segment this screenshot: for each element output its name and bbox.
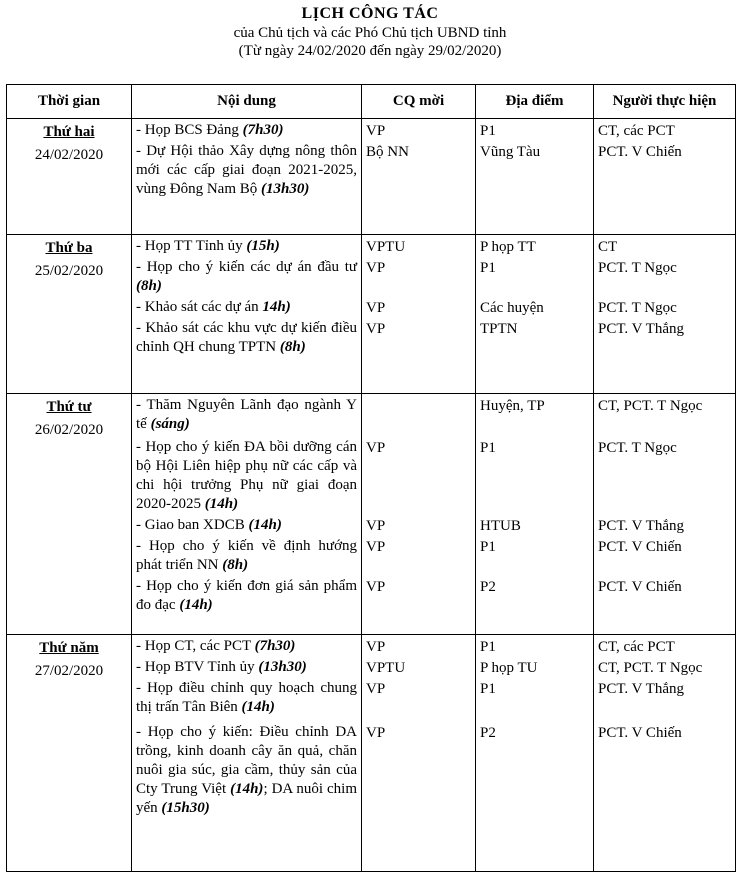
schedule-item: [136, 516, 357, 535]
cell-host: [362, 394, 476, 635]
item-time: (7h30): [242, 122, 284, 138]
item-person: PCT. V Thắng: [598, 320, 684, 337]
item-place: P1: [480, 122, 496, 139]
item-time: (14h): [241, 699, 275, 715]
item-host: VPTU: [366, 659, 406, 676]
item-person: CT, các PCT: [598, 638, 675, 655]
cell-host: [362, 235, 476, 394]
document-header: [0, 0, 740, 60]
cell-person: [594, 235, 736, 394]
col-header-person: Người thực hiện: [594, 85, 736, 119]
cell-content: [132, 394, 362, 635]
document-subtitle: của Chủ tịch và các Phó Chủ tịch UBND tỉnh: [233, 25, 507, 41]
item-text: - Họp BTV Tỉnh ủy: [136, 659, 259, 675]
item-person: PCT. V Chiến: [598, 724, 682, 741]
table-row: [7, 635, 736, 872]
schedule-item: [136, 396, 357, 434]
item-time: (15h): [246, 238, 280, 254]
day-cell: [7, 635, 132, 872]
item-person: CT, các PCT: [598, 122, 675, 139]
item-time: (8h): [136, 278, 162, 294]
item-text: - Khảo sát các dự án: [136, 299, 263, 315]
item-time: (13h30): [261, 181, 310, 197]
item-person: CT, PCT. T Ngọc: [598, 659, 703, 676]
item-text: - Họp cho ý kiến đơn giá sản phẩm đo đạc: [136, 578, 357, 613]
cell-place: [476, 119, 594, 235]
schedule-item: [136, 723, 357, 818]
cell-host: [362, 119, 476, 235]
item-place: P họp TU: [480, 659, 538, 676]
item-time-2: (15h30): [161, 800, 210, 816]
day-cell: [7, 235, 132, 394]
item-text: - Dự Hội thảo Xây dựng nông thôn mới các cấp giai đoạn 2021-2025, vùng Đông Nam Bộ: [136, 143, 357, 197]
col-header-content: Nội dung: [132, 85, 362, 119]
table-row: [7, 119, 736, 235]
item-time: (13h30): [258, 659, 307, 675]
item-place: P1: [480, 439, 496, 456]
schedule-item: [136, 258, 357, 296]
day-name: Thứ ba: [45, 240, 93, 256]
item-host: VP: [366, 724, 386, 741]
col-header-place: Địa điểm: [476, 85, 594, 119]
item-text: - Họp cho ý kiến các dự án đầu tư: [136, 259, 357, 275]
item-place: P họp TT: [480, 238, 536, 255]
item-host: VP: [366, 439, 386, 456]
schedule-item: [136, 121, 357, 140]
item-text: - Giao ban XDCB: [136, 517, 249, 533]
item-place: HTUB: [480, 517, 521, 534]
day-name: Thứ năm: [39, 640, 99, 656]
item-text: - Họp điều chỉnh quy hoạch chung thị trấn Tân Biên: [136, 680, 357, 715]
schedule-item: [136, 142, 357, 199]
item-text: - Họp cho ý kiến ĐA bồi dưỡng cán bộ Hội Liên hiệp phụ nữ các cấp và chi hội trưởng Phụ nữ giai đoạn 2020-2025: [136, 439, 357, 512]
item-host: Bộ NN: [366, 143, 409, 160]
item-person: PCT. T Ngọc: [598, 439, 677, 456]
day-date: 26/02/2020: [34, 422, 104, 438]
cell-place: [476, 635, 594, 872]
document-title: LỊCH CÔNG TÁC: [301, 5, 439, 22]
schedule-item: [136, 237, 357, 256]
cell-content: [132, 635, 362, 872]
item-host: VPTU: [366, 238, 406, 255]
item-place: P2: [480, 578, 496, 595]
table-header-row: [7, 85, 736, 119]
schedule-item: [136, 637, 357, 656]
item-person: PCT. V Chiến: [598, 538, 682, 555]
schedule-item: [136, 319, 357, 357]
day-cell: [7, 119, 132, 235]
day-name: Thứ hai: [43, 124, 95, 140]
item-time: (7h30): [254, 638, 296, 654]
item-person: PCT. T Ngọc: [598, 259, 677, 276]
item-host: VP: [366, 299, 386, 316]
item-host: VP: [366, 680, 386, 697]
table-row: [7, 235, 736, 394]
item-text-2: ; DA nuôi chim yến: [136, 781, 358, 816]
item-host: VP: [366, 320, 386, 337]
cell-content: [132, 235, 362, 394]
item-time: (14h): [230, 781, 264, 797]
cell-place: [476, 235, 594, 394]
item-place: TPTN: [480, 320, 518, 337]
item-place: Các huyện: [480, 299, 544, 316]
item-place: P1: [480, 538, 496, 555]
item-text: - Họp CT, các PCT: [136, 638, 255, 654]
day-date: 27/02/2020: [34, 663, 104, 679]
day-date: 25/02/2020: [34, 263, 104, 279]
table-row: [7, 394, 736, 635]
schedule-item: [136, 658, 357, 677]
schedule-item: [136, 679, 357, 717]
item-time: (14h): [204, 496, 239, 512]
item-time: (8h): [279, 339, 306, 355]
cell-person: [594, 119, 736, 235]
schedule-item: [136, 577, 357, 615]
item-host: VP: [366, 122, 386, 139]
item-time: 14h): [262, 299, 291, 315]
item-time: (14h): [248, 517, 282, 533]
item-text: - Họp cho ý kiến: Điều chỉnh DA trồng, kinh doanh cây ăn quả, chăn nuôi gia súc, gia cầm, thủy sản của Cty Trung Việt: [136, 724, 357, 797]
item-host: VP: [366, 259, 386, 276]
item-person: PCT. V Chiến: [598, 578, 682, 595]
schedule-table: [6, 84, 736, 872]
item-text: - Họp BCS Đảng: [136, 122, 243, 138]
item-person: PCT. V Chiến: [598, 143, 682, 160]
day-cell: [7, 394, 132, 635]
item-person: CT, PCT. T Ngọc: [598, 397, 703, 414]
item-person: PCT. T Ngọc: [598, 299, 677, 316]
item-time: (14h): [179, 597, 213, 613]
item-time: (8h): [222, 557, 249, 573]
item-host: VP: [366, 538, 386, 555]
item-place: Vũng Tàu: [480, 143, 541, 160]
cell-place: [476, 394, 594, 635]
item-text: - Họp TT Tỉnh ủy: [136, 238, 247, 254]
item-text: - Họp cho ý kiến về định hướng phát triển NN: [136, 538, 357, 573]
item-person: CT: [598, 238, 618, 255]
schedule-body: [7, 119, 736, 872]
item-place: P1: [480, 680, 496, 697]
item-person: PCT. V Thắng: [598, 680, 684, 697]
cell-host: [362, 635, 476, 872]
schedule-item: [136, 298, 357, 317]
item-text: - Khảo sát các khu vực dự kiến điều chỉnh QH chung TPTN: [136, 320, 357, 355]
item-host: VP: [366, 578, 386, 595]
cell-content: [132, 119, 362, 235]
schedule-item: [136, 537, 357, 575]
document-date-range: (Từ ngày 24/02/2020 đến ngày 29/02/2020): [238, 43, 502, 59]
schedule-item: [136, 438, 357, 514]
item-time: (sáng): [150, 416, 190, 432]
day-date: 24/02/2020: [34, 147, 104, 163]
item-place: Huyện, TP: [480, 397, 545, 414]
item-host: VP: [366, 517, 386, 534]
day-name: Thứ tư: [46, 399, 92, 415]
item-place: P2: [480, 724, 496, 741]
item-person: PCT. V Thắng: [598, 517, 684, 534]
item-place: P1: [480, 259, 496, 276]
cell-person: [594, 635, 736, 872]
item-host: VP: [366, 638, 386, 655]
col-header-host: CQ mời: [362, 85, 476, 119]
cell-person: [594, 394, 736, 635]
item-place: P1: [480, 638, 496, 655]
col-header-time: Thời gian: [7, 85, 132, 119]
item-text: - Thăm Nguyên Lãnh đạo ngành Y tế: [136, 397, 357, 432]
